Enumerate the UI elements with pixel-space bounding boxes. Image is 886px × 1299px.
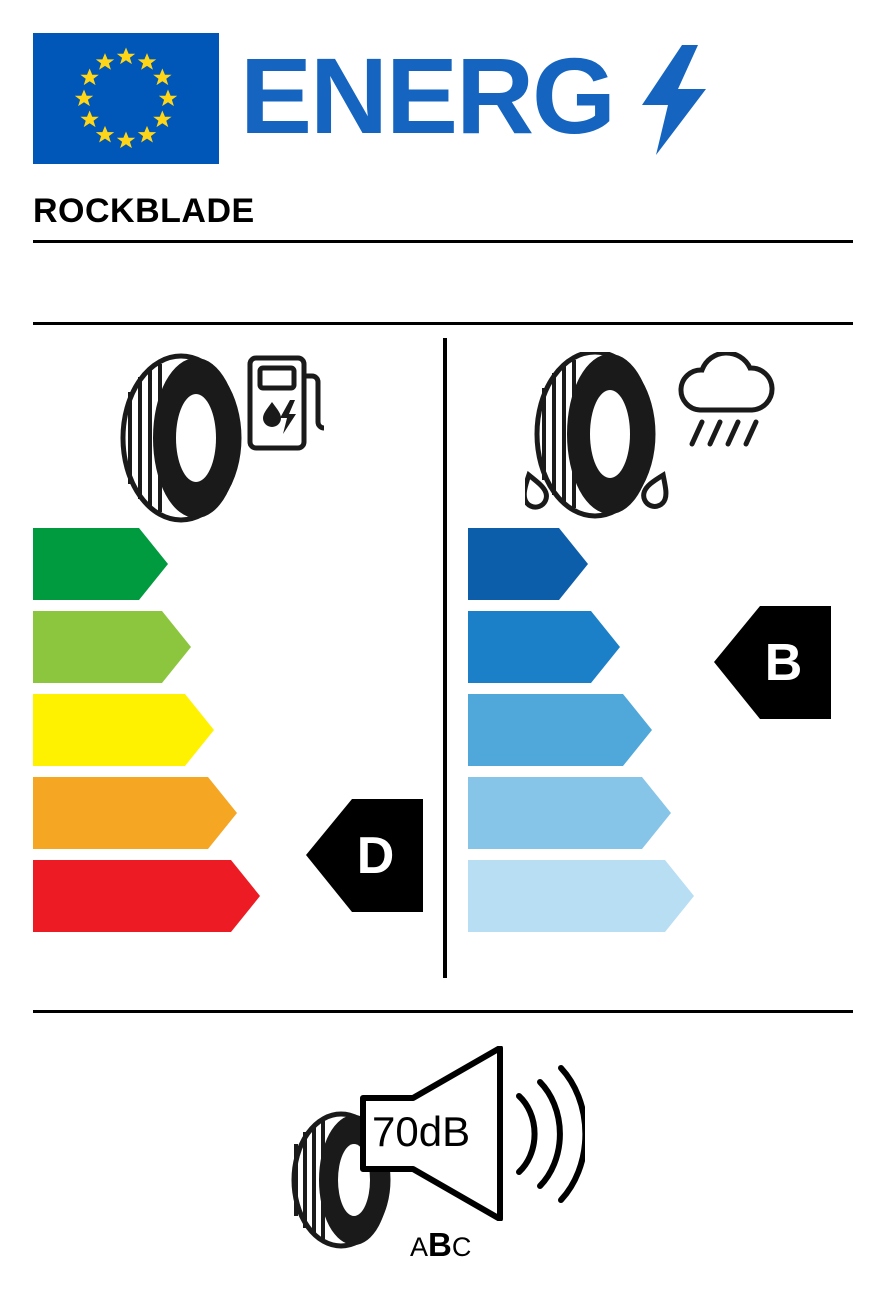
energy-bolt-icon — [640, 45, 710, 155]
wet-grip-marker-label: B — [764, 633, 803, 692]
divider-vertical — [443, 338, 447, 978]
rain-cloud-icon — [672, 352, 782, 467]
noise-db-value: 70dB — [372, 1108, 471, 1155]
brand-name: ROCKBLADE — [33, 192, 255, 230]
energy-wordmark: ENERG — [240, 35, 615, 156]
fuel-grade-a — [33, 528, 90, 600]
fuel-grade-c — [33, 694, 90, 766]
grip-grade-a — [468, 528, 525, 600]
tyre-icon-grip — [525, 352, 675, 529]
fuel-grade-d — [33, 777, 90, 849]
noise-class-a: A — [410, 1232, 429, 1262]
noise-class-scale — [410, 1226, 471, 1264]
grip-grade-b — [468, 611, 525, 683]
wet-grip-scale — [468, 528, 525, 943]
divider-noise — [33, 1010, 853, 1013]
fuel-grade-e — [33, 860, 90, 932]
fuel-grade-b — [33, 611, 90, 683]
grip-grade-d — [468, 777, 525, 849]
wet-grip-marker — [714, 606, 831, 719]
noise-class-c: C — [451, 1232, 472, 1262]
grip-grade-c — [468, 694, 525, 766]
noise-class-b-selected: B — [428, 1226, 452, 1263]
grip-grade-e — [468, 860, 525, 932]
fuel-efficiency-scale — [33, 528, 90, 943]
fuel-pump-icon — [246, 352, 326, 457]
eu-flag-icon — [33, 33, 219, 164]
divider-second — [33, 322, 853, 325]
fuel-efficiency-marker — [306, 799, 423, 912]
divider-top — [33, 240, 853, 243]
fuel-efficiency-marker-label: D — [356, 826, 395, 885]
tyre-icon-fuel — [118, 352, 244, 529]
